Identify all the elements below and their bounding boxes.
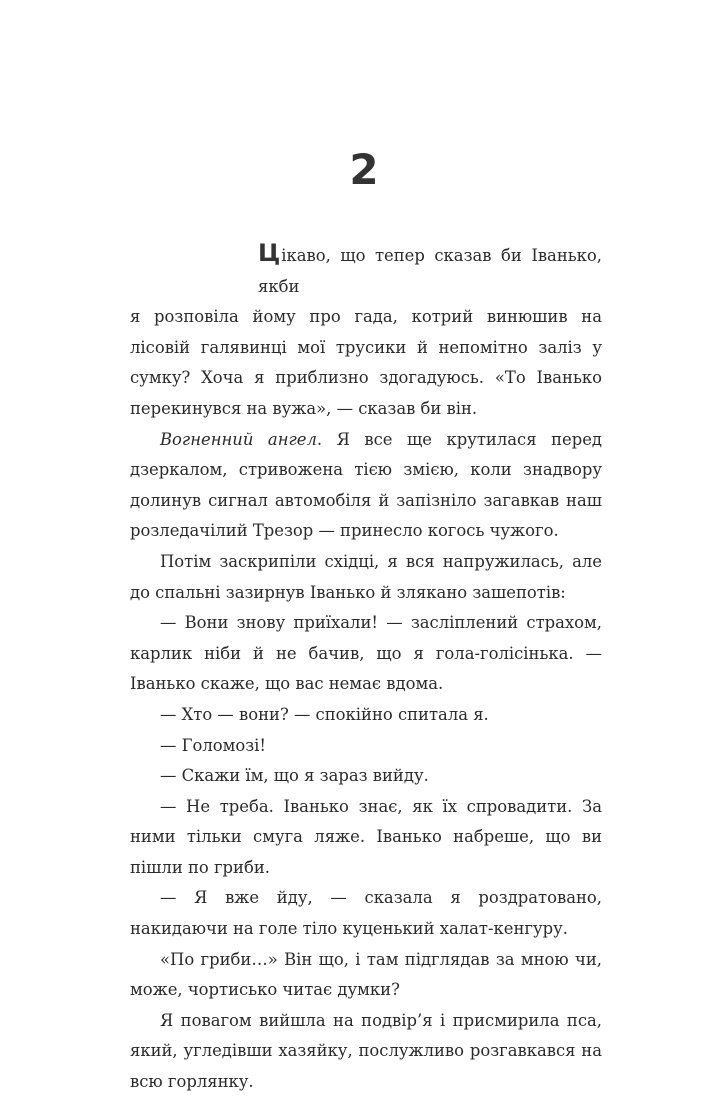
paragraph-8: — Не треба. Іванько знає, як їх спровадити. За ними тільки смуга ляже. Іванько набреше, що ви пішли по гриби. [130, 796, 602, 877]
paragraph-2-body: . Я все ще крутилася перед дзеркалом, стривожена тією змією, коли знадвору долинув сигнал автомобіля й запізніло загавкав наш розледачілий Трезор — принесло когось чужого. [130, 429, 602, 541]
paragraph-7: — Скажи їм, що я зараз вийду. [160, 766, 429, 786]
paragraph-9: — Я вже йду, — сказала я роздратовано, накидаючи на голе тіло куценький халат-кенгуру. [130, 888, 602, 939]
italic-title: Вогненний ангел [160, 429, 317, 449]
paragraph-2 [130, 425, 602, 547]
paragraph-1 [130, 238, 602, 425]
chapter-text [130, 238, 602, 1098]
paragraph-1-body: я розповіла йому про гада, котрий винюшив на лісовій галявинці мої трусики й непомітно заліз у сумку? Хоча я приблизно здогадуюсь. «То Іванько перекинувся на вужа», — сказав би він. [130, 307, 602, 418]
paragraph-1-lead [130, 238, 602, 302]
paragraph-5: — Хто — вони? — спокійно спитала я. [160, 704, 489, 724]
paragraph-3: Потім заскрипіли східці, я вся напружилась, але до спальні зазирнув Іванько й злякано зашепотів: [130, 551, 602, 602]
paragraph-10: «По гриби…» Він що, і там підглядав за мною чи, може, чортисько читає думки? [130, 949, 602, 1000]
lead-text: ікаво, що тепер сказав би Іванько, якби [258, 246, 602, 296]
paragraph-4: — Вони знову приїхали! — засліплений страхом, карлик ніби й не бачив, що я гола-голісінька. — Іванько скаже, що вас немає вдома. [130, 613, 602, 694]
paragraph-6: — Голомозі! [160, 735, 266, 755]
chapter-number: 2 [349, 145, 379, 194]
paragraph-11: Я повагом вийшла на подвір’я і присмирила пса, який, угледівши хазяйку, послужливо розгавкався на всю горлянку. [130, 1010, 602, 1092]
drop-cap: Ц [258, 239, 282, 267]
